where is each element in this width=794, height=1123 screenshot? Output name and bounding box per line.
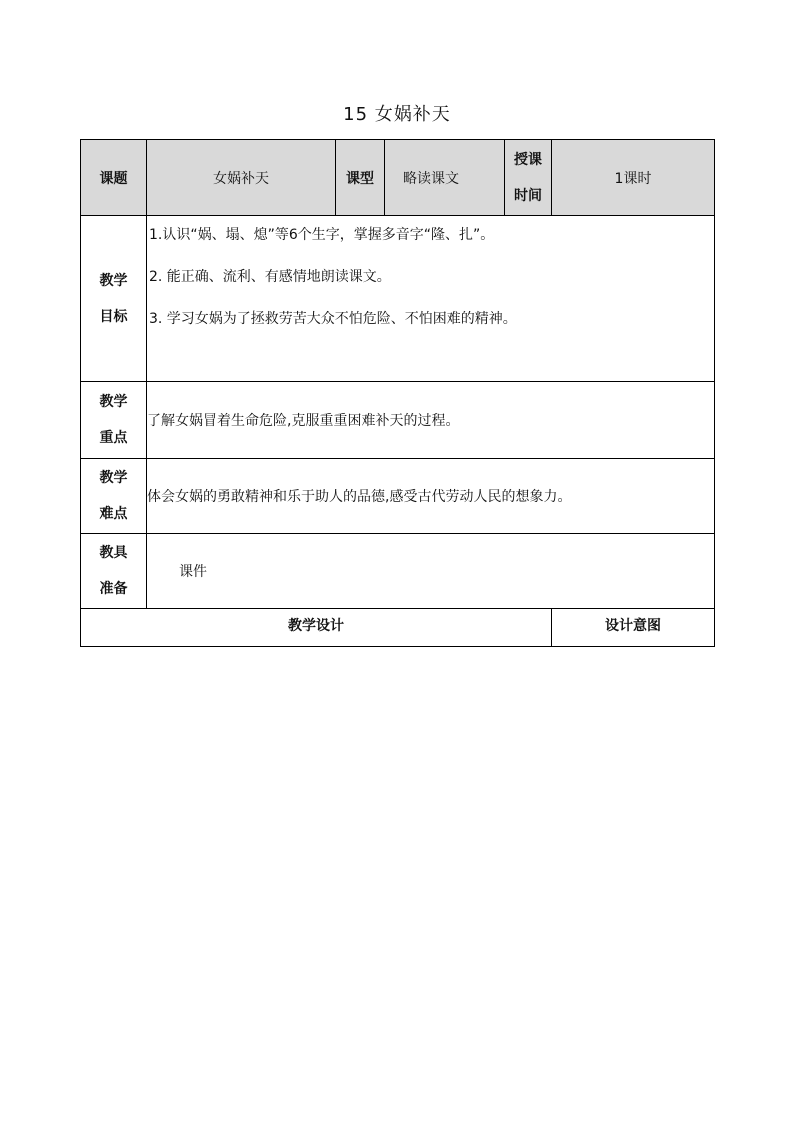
page-title: 15 女娲补天 [343, 104, 451, 125]
key-points-label [81, 382, 147, 459]
goal-item-2: 2. 能正确、流利、有感情地朗读课文。 [149, 269, 391, 285]
goals-label-line-1: 教学 [99, 272, 128, 289]
type-value: 略读课文 [385, 140, 505, 216]
goals-label [81, 216, 147, 382]
time-label-line-2: 时间 [514, 187, 542, 204]
difficulties-text: 体会女娲的勇敢精神和乐于助人的品德,感受古代劳动人民的想象力。 [147, 459, 715, 534]
difficulties-label-line-1: 教学 [99, 470, 128, 486]
goals-row [81, 216, 715, 382]
goals-label-line-2: 目标 [99, 308, 128, 325]
key-points-row [81, 382, 715, 459]
difficulties-label-line-2: 难点 [99, 506, 128, 522]
materials-text: 课件 [147, 534, 715, 609]
type-label: 课型 [336, 140, 385, 216]
materials-label-line-2: 准备 [99, 581, 128, 597]
goal-item-3: 3. 学习女娲为了拯救劳苦大众不怕危险、不怕困难的精神。 [149, 311, 517, 327]
materials-row [81, 534, 715, 609]
time-value: 1课时 [552, 140, 715, 216]
time-label [505, 140, 552, 216]
header-row [81, 140, 715, 216]
lesson-plan-table [80, 139, 715, 647]
goals-content [147, 216, 715, 382]
subject-value: 女娲补天 [147, 140, 336, 216]
key-points-text: 了解女娲冒着生命危险,克服重重困难补天的过程。 [147, 382, 715, 459]
materials-label-line-1: 教具 [99, 545, 128, 561]
footer-row [81, 609, 715, 647]
intent-label: 设计意图 [552, 609, 715, 647]
difficulties-label [81, 459, 147, 534]
key-points-label-line-2: 重点 [99, 430, 128, 446]
key-points-label-line-1: 教学 [99, 394, 128, 410]
goal-item-1: 1.认识“娲、塌、熄”等6个生字，掌握多音字“隆、扎”。 [149, 227, 495, 243]
materials-label [81, 534, 147, 609]
time-label-line-1: 授课 [514, 151, 542, 168]
design-label: 教学设计 [81, 609, 552, 647]
subject-label: 课题 [81, 140, 147, 216]
difficulties-row [81, 459, 715, 534]
